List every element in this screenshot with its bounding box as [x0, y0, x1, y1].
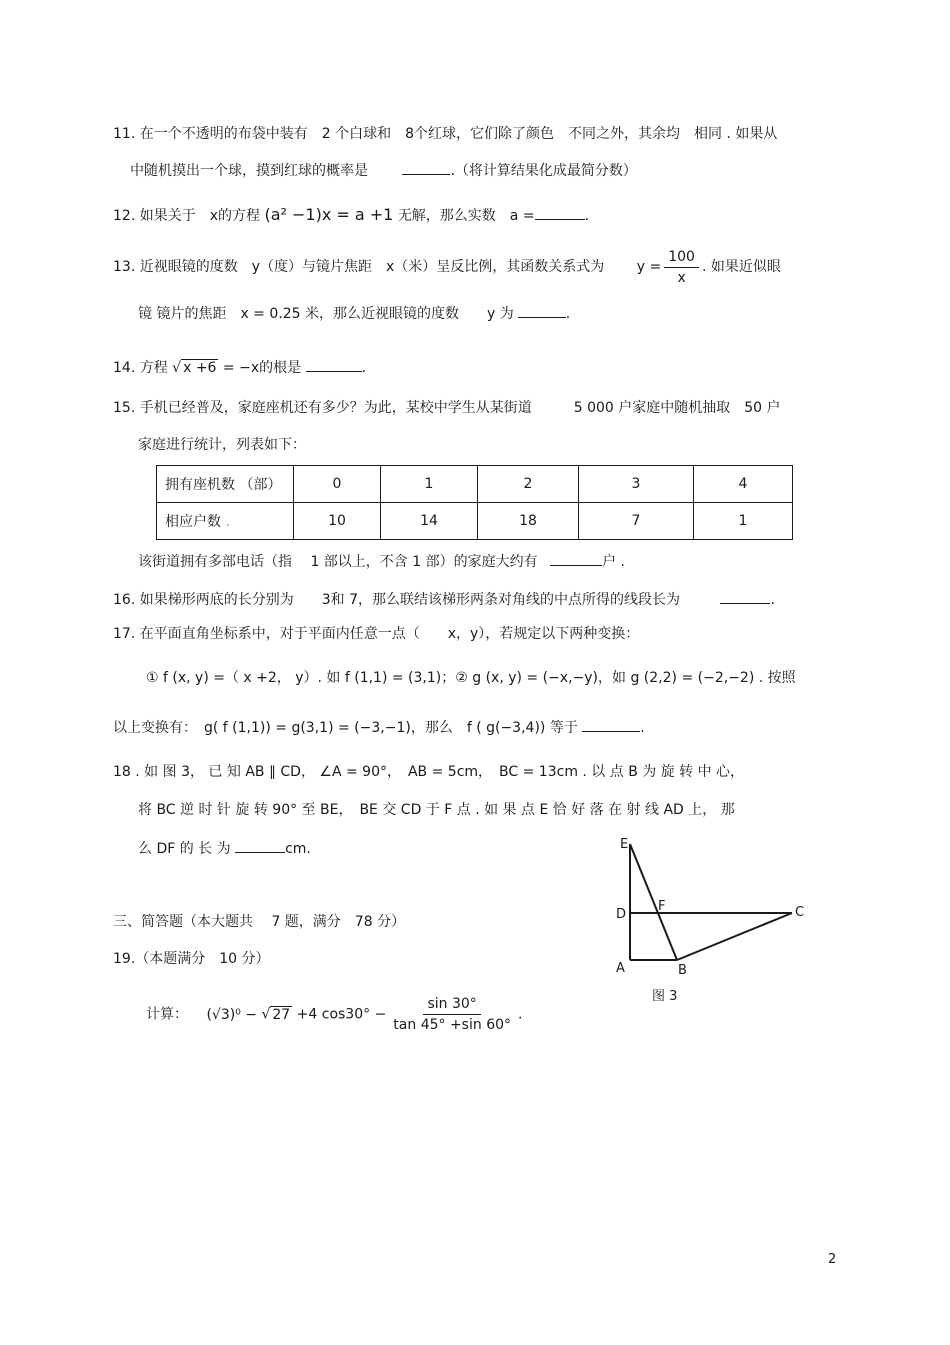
q11-line1: 11. 在一个不透明的布袋中装有 2 个白球和 8个红球，它们除了颜色 不同之外，其余均 相同 . 如果从	[113, 126, 778, 142]
q18-line3	[138, 838, 311, 859]
table-cell: 3	[579, 466, 694, 503]
table-cell: 10	[294, 503, 381, 540]
label-b: B	[678, 963, 687, 978]
q12-equation: (a² −1)x = a +1	[264, 205, 394, 224]
q15-question	[138, 551, 625, 572]
q16-end: .	[770, 592, 775, 608]
q17-answer-blank[interactable]	[582, 717, 640, 732]
q18-unit: cm.	[285, 841, 311, 857]
q14-suffix: = −x的根是	[222, 360, 302, 376]
table-row	[157, 503, 793, 540]
q13-prefix: 13. 近视眼镜的度数 y（度）与镜片焦距 x（米）呈反比例，其函数关系式为	[113, 259, 605, 275]
q19-expr-part2: +4 cos30° −	[296, 1006, 387, 1023]
row-label-households: 相应户数 .	[157, 503, 294, 540]
figure-caption: 图 3	[652, 989, 678, 1004]
q13-answer-blank[interactable]	[518, 303, 566, 318]
q13-fraction	[664, 247, 699, 288]
q11-line2-end: .（将计算结果化成最简分数）	[450, 163, 637, 179]
segment-be	[630, 844, 677, 960]
q14-answer-blank[interactable]	[306, 357, 362, 372]
q19-calc-label: 计算：	[146, 1006, 188, 1023]
q19-denominator: tan 45° +sin 60°	[393, 1017, 512, 1033]
q17-line3-text: 以上变换有： g( f (1,1)) = g(3,1) = (−3,−1)，那么 f ( g(−3,4)) 等于	[113, 720, 578, 736]
phone-survey-table	[156, 465, 793, 540]
label-e: E	[620, 837, 629, 852]
q19-numerator: sin 30°	[423, 994, 480, 1015]
table-cell: 7	[579, 503, 694, 540]
radical-sign: √	[172, 360, 182, 376]
table-cell: 14	[381, 503, 478, 540]
q13-line1	[113, 246, 781, 288]
table-cell: 4	[694, 466, 793, 503]
q19-radicand: 27	[272, 1006, 291, 1023]
q13-suffix: . 如果近似眼	[701, 259, 781, 275]
label-d: D	[616, 907, 627, 922]
table-cell: 1	[381, 466, 478, 503]
q18-line1: 18 . 如 图 3， 已 知 AB ∥ CD， ∠A = 90°， AB = 5cm， BC = 13cm . 以 点 B 为 旋 转 中 心，	[113, 764, 745, 780]
q19-expression	[146, 994, 522, 1035]
label-c: C	[795, 905, 805, 920]
q17-line3	[113, 717, 645, 738]
q19-fraction	[389, 994, 515, 1035]
q19-expr-part1: (√3)⁰ −	[206, 1006, 257, 1023]
q16-line	[113, 589, 775, 610]
q17-end: .	[640, 720, 645, 736]
table-cell: 0	[294, 466, 381, 503]
q14-prefix: 14. 方程	[113, 360, 168, 376]
row-label-phones: 拥有座机数 （部）	[157, 466, 294, 503]
q17-line1: 17. 在平面直角坐标系中，对于平面内任意一点（ x，y），若规定以下两种变换：	[113, 626, 640, 642]
q15-line2: 家庭进行统计，列表如下：	[138, 437, 306, 453]
q12-end: .	[584, 208, 590, 224]
q11-answer-blank[interactable]	[402, 160, 450, 175]
q12-line	[113, 205, 589, 226]
q17-line2: ① f (x, y) =（ x +2， y）. 如 f (1,1) = (3,1)；② g (x, y) = (−x,−y)，如 g (2,2) = (−2,−2) . 按照	[146, 670, 796, 686]
q13-line2-text: 镜 镜片的焦距 x = 0.25 米，那么近视眼镜的度数 y 为	[138, 306, 514, 322]
q12-answer-blank[interactable]	[535, 205, 585, 220]
q18-line3-text: 么 DF 的 长 为	[138, 841, 231, 857]
q13-line2	[138, 303, 570, 324]
q12-suffix: 无解，那么实数 a =	[397, 208, 535, 224]
q13-denominator: x	[677, 269, 686, 286]
q15-question-text: 该街道拥有多部电话（指 1 部以上，不含 1 部）的家庭大约有	[138, 554, 538, 570]
segment-bc	[677, 913, 792, 960]
q13-end: .	[565, 306, 571, 322]
table-cell: 2	[478, 466, 579, 503]
table-row	[157, 466, 793, 503]
q18-line2: 将 BC 逆 时 针 旋 转 90° 至 BE， BE 交 CD 于 F 点 . 如 果 点 E 恰 好 落 在 射 线 AD 上， 那	[138, 802, 735, 818]
q13-lhs: y =	[636, 259, 662, 275]
radical-sign: √	[261, 1006, 271, 1023]
q16-text: 16. 如果梯形两底的长分别为 3和 7，那么联结该梯形两条对角线的中点所得的线段长为	[113, 592, 680, 608]
q16-answer-blank[interactable]	[720, 589, 770, 604]
q14-end: .	[361, 360, 367, 376]
figure-3-diagram	[600, 830, 820, 1010]
table-cell: 18	[478, 503, 579, 540]
q11-line2-text: 中随机摸出一个球，摸到红球的概率是	[130, 163, 368, 179]
q13-numerator: 100	[664, 247, 699, 268]
q18-answer-blank[interactable]	[235, 838, 285, 853]
q15-end: 户 .	[602, 554, 625, 570]
q11-line2	[130, 160, 637, 181]
q19-heading: 19.（本题满分 10 分）	[113, 951, 270, 967]
q15-answer-blank[interactable]	[550, 551, 602, 566]
q12-prefix: 12. 如果关于 x的方程	[113, 208, 260, 224]
label-f: F	[658, 899, 666, 914]
table-cell: 1	[694, 503, 793, 540]
page-number: 2	[828, 1252, 837, 1267]
q15-line1: 15. 手机已经普及，家庭座机还有多少？为此，某校中学生从某街道 5 000 户家庭中随机抽取 50 户	[113, 400, 781, 416]
q19-end: .	[518, 1006, 523, 1023]
label-a: A	[616, 961, 625, 976]
section-3-heading: 三、简答题（本大题共 7 题，满分 78 分）	[113, 914, 406, 930]
q14-line	[113, 357, 366, 378]
q14-radicand: x +6	[183, 360, 217, 376]
